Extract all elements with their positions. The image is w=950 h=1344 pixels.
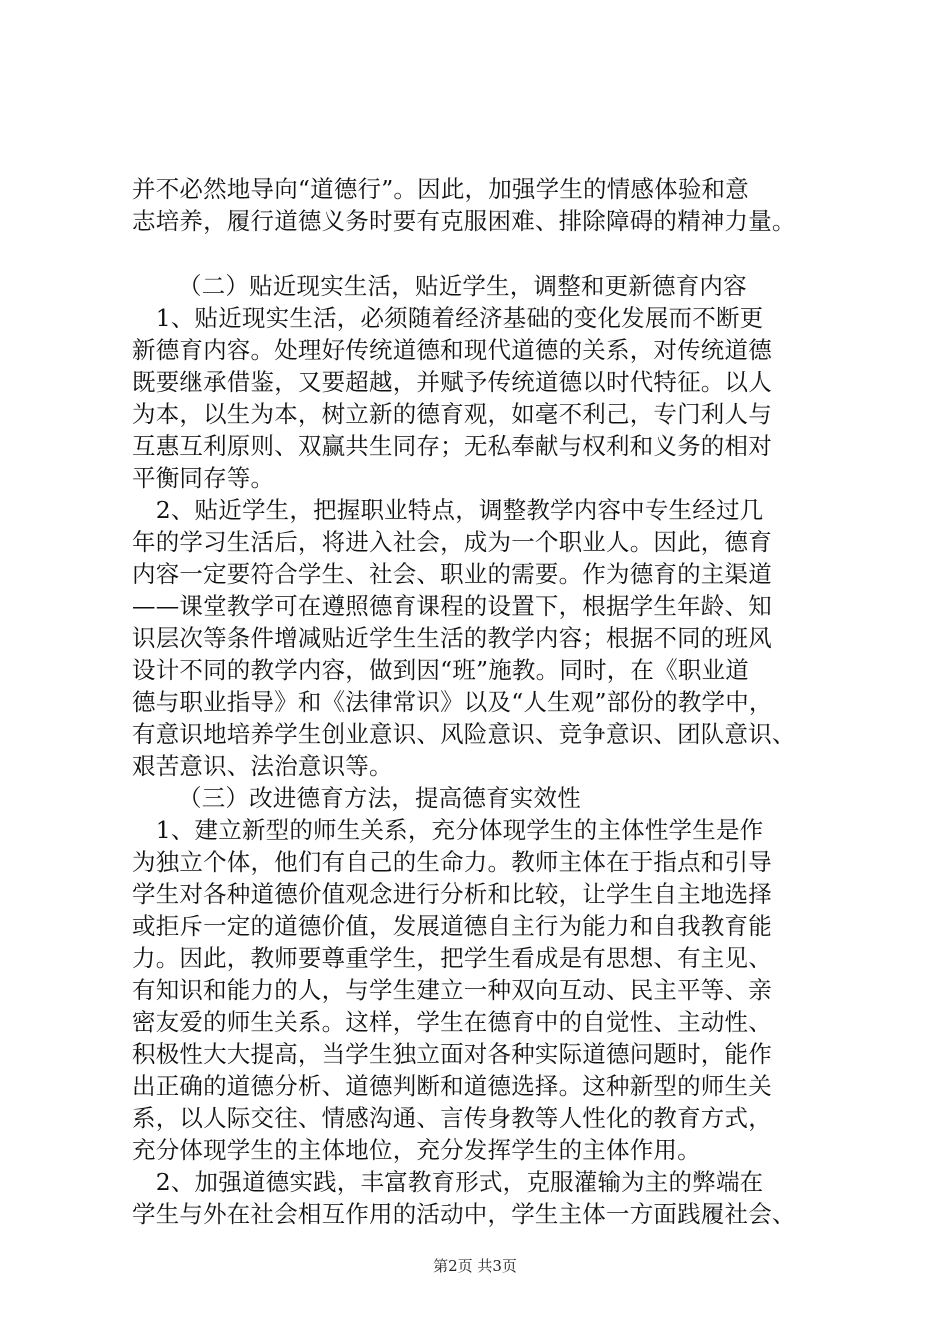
text-line: 德与职业指导》和《法律常识》以及“人生观”部份的教学中， — [132, 688, 773, 716]
text-line: 2、贴近学生，把握职业特点，调整教学内容中专生经过几 — [132, 496, 764, 524]
text-line: 学生与外在社会相互作用的活动中，学生主体一方面践履社会、 — [132, 1200, 796, 1228]
text-line: 内容一定要符合学生、社会、职业的需要。作为德育的主渠道 — [132, 560, 772, 588]
text-line: 平衡同存等。 — [132, 464, 275, 492]
section-heading-2: （二）贴近现实生活，贴近学生，调整和更新德育内容 — [178, 272, 747, 300]
text-line: 积极性大大提高，当学生独立面对各种实际道德问题时，能作 — [132, 1040, 772, 1068]
text-line: 有知识和能力的人，与学生建立一种双向互动、民主平等、亲 — [132, 976, 772, 1004]
text-line: 志培养，履行道德义务时要有克服困难、排除障碍的精神力量。 — [132, 207, 796, 235]
section-heading-3: （三）改进德育方法，提高德育实效性 — [178, 784, 581, 812]
section-2-body — [132, 302, 832, 782]
text-line: 1、建立新型的师生关系，充分体现学生的主体性学生是作 — [132, 816, 764, 844]
text-line: 力。因此，教师要尊重学生，把学生看成是有思想、有主见、 — [132, 944, 772, 972]
section-3-body — [132, 814, 832, 1230]
text-line: 充分体现学生的主体地位，充分发挥学生的主体作用。 — [132, 1136, 701, 1164]
text-line: 出正确的道德分析、道德判断和道德选择。这种新型的师生关 — [132, 1072, 772, 1100]
text-line: 并不必然地导向“道德行”。因此，加强学生的情感体验和意 — [132, 175, 749, 203]
text-line: 识层次等条件增减贴近学生生活的教学内容；根据不同的班风 — [132, 624, 772, 652]
text-line: 为本，以生为本，树立新的德育观，如毫不利己，专门利人与 — [132, 400, 772, 428]
text-line: 年的学习生活后，将进入社会，成为一个职业人。因此，德育 — [132, 528, 772, 556]
text-line: 系，以人际交往、情感沟通、言传身教等人性化的教育方式， — [132, 1104, 772, 1132]
text-line: 密友爱的师生关系。这样，学生在德育中的自觉性、主动性、 — [132, 1008, 772, 1036]
text-line: 为独立个体，他们有自己的生命力。教师主体在于指点和引导 — [132, 848, 772, 876]
text-line: 学生对各种道德价值观念进行分析和比较，让学生自主地选择 — [132, 880, 772, 908]
text-line: 1、贴近现实生活，必须随着经济基础的变化发展而不断更 — [132, 304, 764, 332]
text-line: 既要继承借鉴，又要超越，并赋予传统道德以时代特征。以人 — [132, 368, 772, 396]
text-line: 互惠互利原则、双赢共生同存；无私奉献与权利和义务的相对 — [132, 432, 772, 460]
paragraph-continued — [132, 173, 832, 237]
page-number-footer: 第2页 共3页 — [433, 1257, 517, 1275]
text-line: 有意识地培养学生创业意识、风险意识、竞争意识、团队意识、 — [132, 720, 796, 748]
text-line: 2、加强道德实践，丰富教育形式，克服灌输为主的弊端在 — [132, 1168, 764, 1196]
text-line: 新德育内容。处理好传统道德和现代道德的关系，对传统道德 — [132, 336, 772, 364]
text-line: 艰苦意识、法治意识等。 — [132, 752, 393, 780]
text-line: 设计不同的教学内容，做到因“班”施教。同时，在《职业道 — [132, 656, 749, 684]
paragraph-gap — [132, 237, 832, 270]
document-body — [132, 173, 832, 1230]
text-line: 或拒斥一定的道德价值，发展道德自主行为能力和自我教育能 — [132, 912, 772, 940]
text-line: ——课堂教学可在遵照德育课程的设置下，根据学生年龄、知 — [132, 592, 772, 620]
